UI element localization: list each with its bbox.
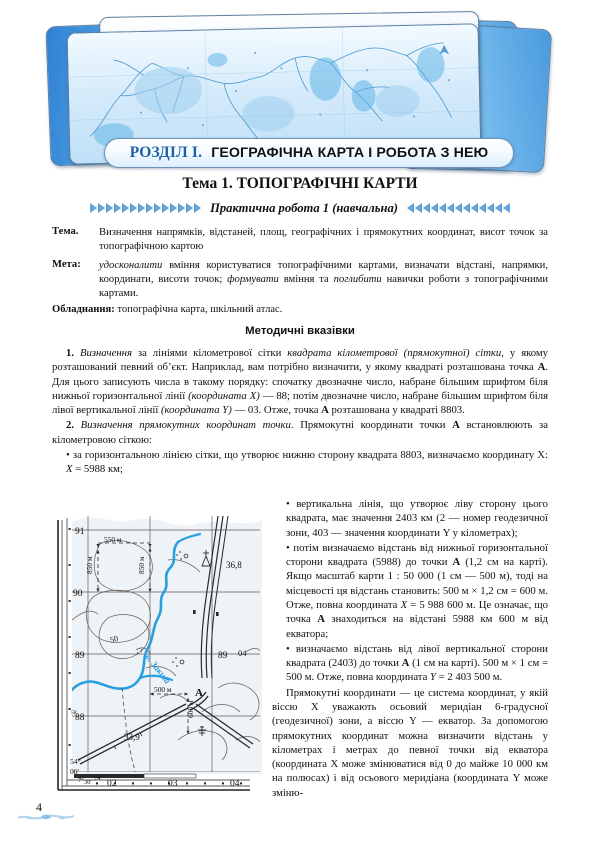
map-annotation-600: 600 м [186,700,195,718]
meta-row-theme [52,226,548,254]
map-grid-label-03: 03 [168,779,178,789]
item2-bold-a: А [452,419,460,432]
map-grid-label-04: 04 [230,779,240,789]
item1-italic-b: квадрата кілометрової (прямокутної) сітки [287,347,502,359]
arrow-left-icon [503,203,510,213]
map-grid-label-89: 89 [75,651,85,661]
arrow-right-icon [162,203,169,213]
map-annotation-elev-339: 33,9 [124,732,140,742]
page-number: 4 [36,800,42,814]
arrow-left-icon [431,203,438,213]
goal-text-4: вміння та [278,274,334,286]
topographic-map-figure [50,502,262,802]
arrow-right-icon [146,203,153,213]
practical-work-subtitle-row [0,198,600,218]
arrow-right-icon [106,203,113,213]
map-tick-58: 58 [71,710,77,716]
chapter-banner [104,138,514,168]
bullet3-text-c: = 5 988 600 м. Це означає, що точка [286,598,548,626]
map-corner-latitude-min: 00' [70,767,79,776]
map-annotation-850-right: 850 м [137,556,146,574]
item1-italic-a: Визначення [79,347,132,359]
body-full-width-column [52,346,548,478]
bullet1-italic: X [66,463,73,476]
map-grid-label-88: 88 [75,713,85,723]
map-corner-longitude-deg: 7° [78,777,84,784]
map-grid-label-89-right: 89 [218,651,228,661]
map-grid-label-90: 90 [73,589,83,599]
arrow-right-icon [186,203,193,213]
bullet3-bold-b: А [317,613,325,626]
arrow-left-icon [495,203,502,213]
item2-text-a: . Прямокутні координати точки [290,419,453,432]
paragraph-item-2 [52,418,548,447]
item1-text-a: за лініями кілометрової сітки [131,347,288,359]
goal-text-2: вміння користуватися топографічними картами, визначати відстані, напрямки, координати, висоти точок; [99,260,548,286]
arrow-left-icon [447,203,454,213]
page-header [0,0,600,178]
arrow-left-icon [471,203,478,213]
equipment-value: топографічна карта, шкільний атлас. [114,304,283,315]
goal-label: Мета: [52,259,81,271]
map-grid-label-91: 91 [75,527,85,537]
bullet1-text-a: за горизонтальною лінією сітки, що утворює нижню сторону квадрата 8803, визначаємо координату X: [72,448,548,461]
bullet3-text-d: знаходиться на відстані 5988 км 600 м від екватора; [286,613,548,640]
paragraph-bullet-4 [272,642,548,685]
bullet4-italic: Y [430,671,436,684]
practical-work-subtitle: Практична робота 1 (навчальна) [210,200,398,215]
footer-ornament [14,808,78,824]
arrow-left-icon [487,203,494,213]
goal-text-6: навички роботи з топографічними картами. [99,274,548,300]
chapter-number: РОЗДІЛ I. [129,144,203,161]
paragraph-bullet-1 [52,448,548,477]
guidelines-heading: Методичні вказівки [245,325,355,337]
arrow-left-icon [455,203,462,213]
arrow-left-icon [439,203,446,213]
map-annotation-850-left: 850 м [85,556,94,574]
item1-text-c: . Для цього записують числа в такому порядку: спочатку двозначне число, набране більшим шрифтом біля нижньої горизонтальної лінії [52,361,548,402]
goal-italic-5: поглибити [333,274,382,286]
arrow-right-icon [194,203,201,213]
item1-bold-a: А [537,361,546,374]
arrow-right-icon [178,203,185,213]
meta-row-goal [52,259,548,301]
item1-text-f: розташована у квадраті 8803. [328,404,465,417]
bullet4-text-b: (1 см на карті). 500 м × 1 см = 500 м. Отже, повна координата [286,657,548,684]
equipment-label: Обладнання: [52,304,115,315]
arrow-left-icon [423,203,430,213]
item1-italic-d: (координата Y) [161,404,232,417]
arrows-left-decoration [90,203,201,213]
paragraph-final: Прямокутні координати — це система координат, у якій віссю X уважають осьовий меридіан 6-градусної (геодезичної) зони, а віссю Y — екватор. За допомогою прямокутних координат можна визначити відстань у кілометрах і метрах до певної точки від екватора (координата X може змінюватися від 0 до майже 10 000 км на полюсах) і від осьового меридіана (координата Y може зміню- [272,686,548,799]
map-annotation-contour-50: 50 [108,633,120,645]
bullet3-text-b: (1,2 см на карті). Якщо масштаб карти 1 : 50 000 (1 см — 500 м), тоді на місцевості ця відстань становить: 500 м × 1,2 см = 600 м. Отже, повна координата [286,556,548,611]
arrow-right-icon [138,203,145,213]
bullet3-italic: X [400,598,408,611]
arrows-right-decoration [407,203,510,213]
item1-text-e: — 03. Отже, точка [231,404,322,417]
bullet3-text-a: потім визначаємо відстань від нижньої горизонтальної сторони квадрата (5988) до точки [286,541,548,569]
map-grid-label-02: 02 [107,779,117,789]
item2-text-b: встановлюють за кілометровою сіткою: [52,419,548,446]
arrow-right-icon [154,203,161,213]
item1-bold-b: А [321,404,329,417]
map-annotation-500: 500 м [154,685,172,694]
arrow-left-icon [463,203,470,213]
bullet1-text-b: = 5988 км; [72,463,123,476]
bullet3-bold-a: А [452,556,461,569]
theme-value: Визначення напрямків, відстаней, площ, географічних і прямокутних координат, висот точок за топографічною картою [99,227,548,253]
arrow-right-icon [98,203,105,213]
bullet4-bold-a: А [401,657,410,670]
map-corner-longitude-sec: 24" [94,775,103,782]
arrow-right-icon [130,203,137,213]
lesson-meta [52,226,548,306]
arrow-right-icon [114,203,121,213]
bullet4-text-c: = 2 403 500 м. [435,671,503,684]
chapter-title: ГЕОГРАФІЧНА КАРТА І РОБОТА З НЕЮ [211,145,489,161]
item1-number: 1. [66,347,80,359]
item1-italic-c: (координата X) [188,389,260,402]
paragraph-bullet-2: • вертикальна лінія, що утворює ліву сторону цього квадрата, має значення 2403 км (2 — номер геодезичної зони, 403 — значення координати Y у кілометрах); [272,497,548,540]
paragraph-item-1 [52,346,548,417]
arrow-right-icon [170,203,177,213]
theme-label: Тема. [52,226,79,237]
equipment-line [52,304,548,315]
item1-text-d: — 88; потім двозначне число, набране більшим шрифтом біля лівої вертикальної лінії [52,389,548,417]
arrow-left-icon [415,203,422,213]
map-annotation-elev-368: 36,8 [226,560,242,570]
body-right-column [272,497,548,801]
bullet4-text-a: визначаємо відстань від лівої вертикальної сторони квадрата (2403) до точки [286,642,548,670]
item2-number: 2. [66,419,81,432]
arrow-right-icon [122,203,129,213]
topic-title: Тема 1. ТОПОГРАФІЧНІ КАРТИ [182,175,418,192]
item2-italic: Визначення прямокутних координат точки [80,419,291,432]
map-corner-longitude-min: 30' [84,779,92,786]
item1-text-b: , у якому розташований певний об’єкт. Наприклад, вам потрібно визначити, у якому квадраті розташована точка [52,347,549,374]
arrow-right-icon [90,203,97,213]
goal-italic-3: формувати [227,274,279,286]
map-river-name: р. Закша [143,652,173,686]
arrow-left-icon [407,203,414,213]
map-corner-latitude-deg: 54° [70,757,81,766]
paragraph-bullet-3 [272,541,548,641]
map-grid-label-04-right: 04 [238,648,247,658]
goal-value [99,259,548,301]
map-point-a-label: А [195,687,203,699]
arrow-left-icon [479,203,486,213]
map-annotation-550: 550 м [104,535,122,544]
goal-italic-1: удосконалити [99,260,163,272]
